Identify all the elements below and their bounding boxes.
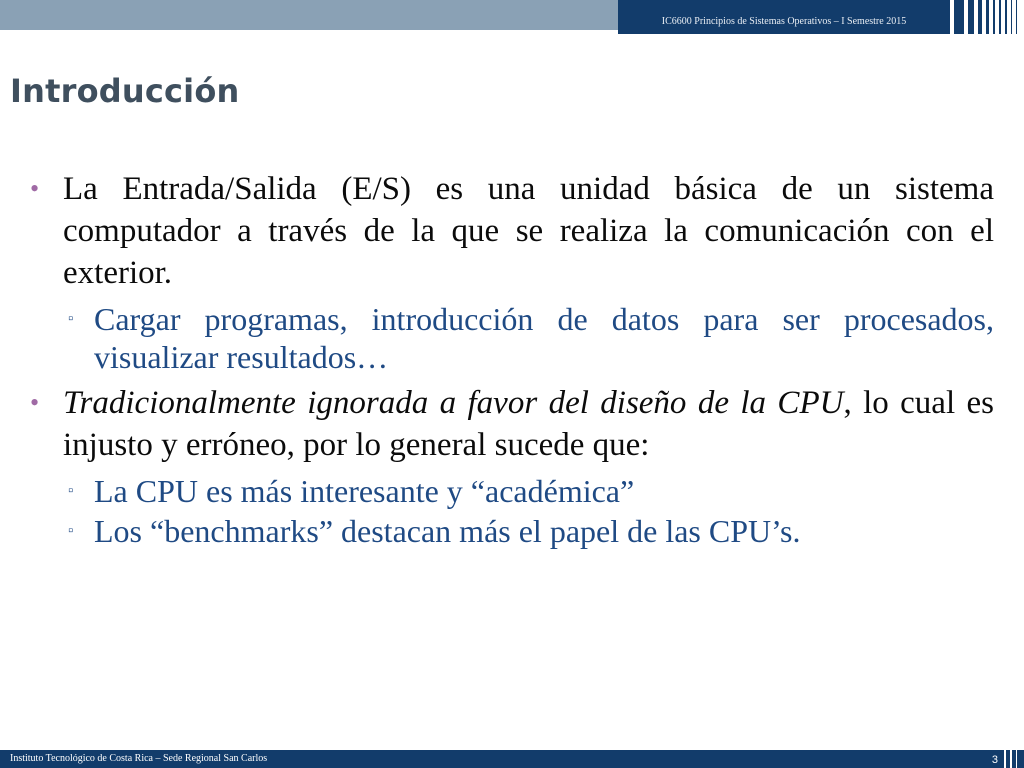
square-bullet-icon: ▫ xyxy=(68,311,74,327)
bullet-text: , lo cual es injusto y erróneo, por lo general sucede que: xyxy=(63,385,994,463)
slide-title: Introducción xyxy=(10,72,240,110)
subbullet-text: Cargar programas, introducción de datos para ser procesados, visualizar resultados… xyxy=(94,301,994,375)
square-bullet-icon: ▫ xyxy=(68,483,74,499)
bullet-dot-icon: • xyxy=(30,174,40,203)
header-stripe xyxy=(954,0,964,34)
subbullet-item xyxy=(68,472,994,510)
footer-stripe xyxy=(1016,750,1017,768)
bullet-dot-icon: • xyxy=(30,388,40,417)
bullet-text: La Entrada/Salida (E/S) es una unidad básica de un sistema computador a través de la que se realiza la comunicación con el exterior. xyxy=(63,171,994,291)
bullet-item xyxy=(30,382,994,466)
header-stripe xyxy=(1011,0,1012,34)
header-stripe xyxy=(993,0,995,34)
subbullet-text: Los “benchmarks” destacan más el papel de las CPU’s. xyxy=(94,513,801,549)
square-bullet-icon: ▫ xyxy=(68,523,74,539)
header-stripe xyxy=(1005,0,1007,34)
header-underline xyxy=(0,30,618,34)
footer-bar xyxy=(0,750,1024,768)
subbullet-item xyxy=(68,300,994,376)
header-stripe xyxy=(968,0,974,34)
bullet-italic-lead: Tradicionalmente ignorada a favor del diseño de la CPU xyxy=(63,385,844,421)
page-number: 3 xyxy=(991,754,998,766)
subbullet-item xyxy=(68,512,994,550)
header-stripe xyxy=(978,0,982,34)
course-subtitle: IC6600 Principios de Sistemas Operativos – I Semestre 2015 xyxy=(661,16,907,27)
bullet-item xyxy=(30,168,994,294)
subbullet-text: La CPU es más interesante y “académica” xyxy=(94,473,635,509)
slide-content xyxy=(30,168,994,556)
header-left-band xyxy=(0,0,618,30)
header-stripe xyxy=(999,0,1001,34)
footer-stripe xyxy=(1010,750,1012,768)
header-stripe xyxy=(1016,0,1017,34)
footer-institution: Instituto Tecnológico de Costa Rica – Sede Regional San Carlos xyxy=(10,753,268,764)
header-stripe xyxy=(986,0,989,34)
footer-stripe xyxy=(1004,750,1006,768)
header-bar xyxy=(0,0,1024,34)
